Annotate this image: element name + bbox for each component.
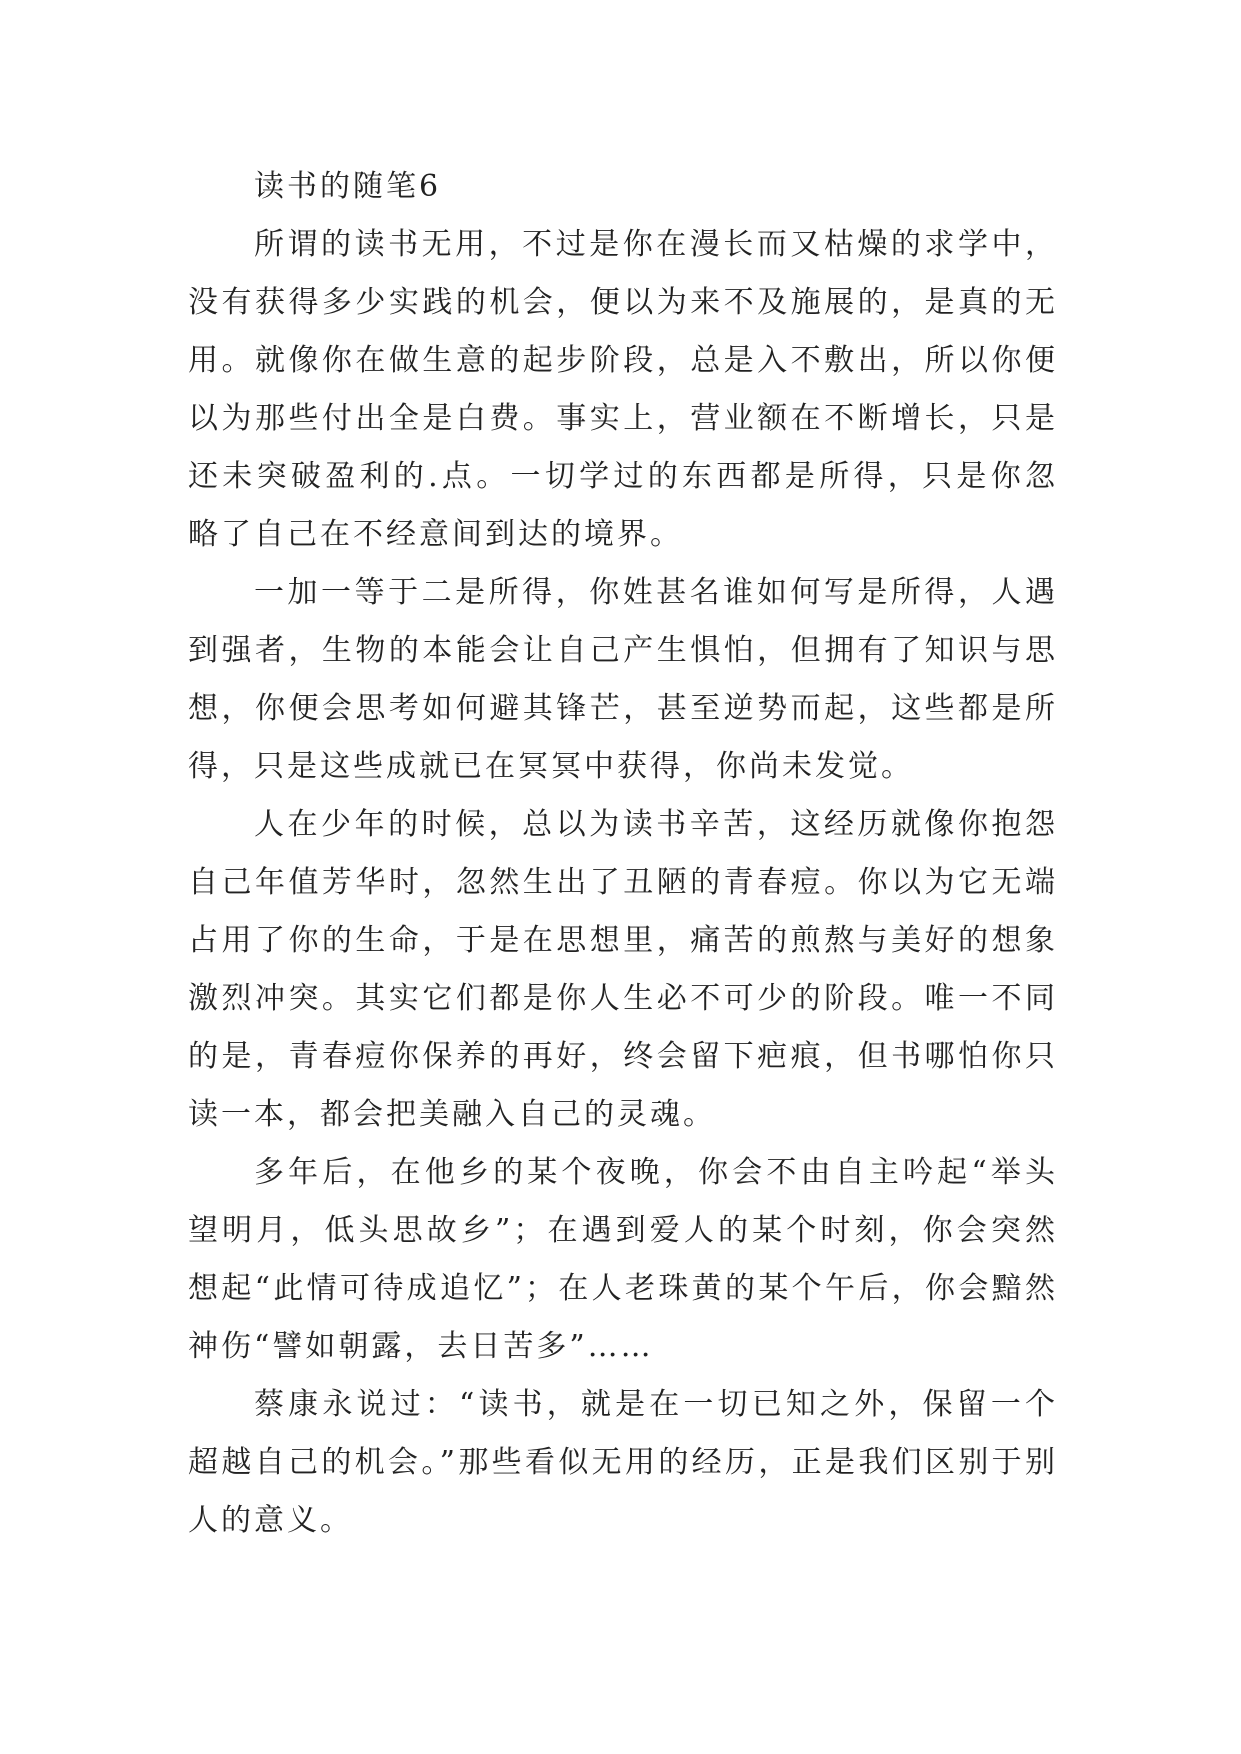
- document-body: [188, 158, 1058, 1550]
- paragraph-2: 一加一等于二是所得，你姓甚名谁如何写是所得，人遇到强者，生物的本能会让自己产生惧怕，但拥有了知识与思想，你便会思考如何避其锋芒，甚至逆势而起，这些都是所得，只是这些成就已在冥冥中获得，你尚未发觉。: [188, 575, 1058, 784]
- document-title: 读书的随笔6: [254, 169, 442, 204]
- paragraph-3: 人在少年的时候，总以为读书辛苦，这经历就像你抱怨自己年值芳华时，忽然生出了丑陋的青春痘。你以为它无端占用了你的生命，于是在思想里，痛苦的煎熬与美好的想象激烈冲突。其实它们都是你人生必不可少的阶段。唯一不同的是，青春痘你保养的再好，终会留下疤痕，但书哪怕你只读一本，都会把美融入自己的灵魂。: [188, 807, 1058, 1132]
- paragraph-4: 多年后，在他乡的某个夜晚，你会不由自主吟起“举头望明月，低头思故乡”；在遇到爱人的某个时刻，你会突然想起“此情可待成追忆”；在人老珠黄的某个午后，你会黯然神伤“譬如朝露，去日苦多”……: [188, 1155, 1058, 1364]
- paragraph-1: 所谓的读书无用，不过是你在漫长而又枯燥的求学中，没有获得多少实践的机会，便以为来不及施展的，是真的无用。就像你在做生意的起步阶段，总是入不敷出，所以你便以为那些付出全是白费。事实上，营业额在不断增长，只是还未突破盈利的.点。一切学过的东西都是所得，只是你忽略了自己在不经意间到达的境界。: [188, 227, 1058, 552]
- paragraph-5: 蔡康永说过：“读书，就是在一切已知之外，保留一个超越自己的机会。”那些看似无用的经历，正是我们区别于别人的意义。: [188, 1387, 1058, 1538]
